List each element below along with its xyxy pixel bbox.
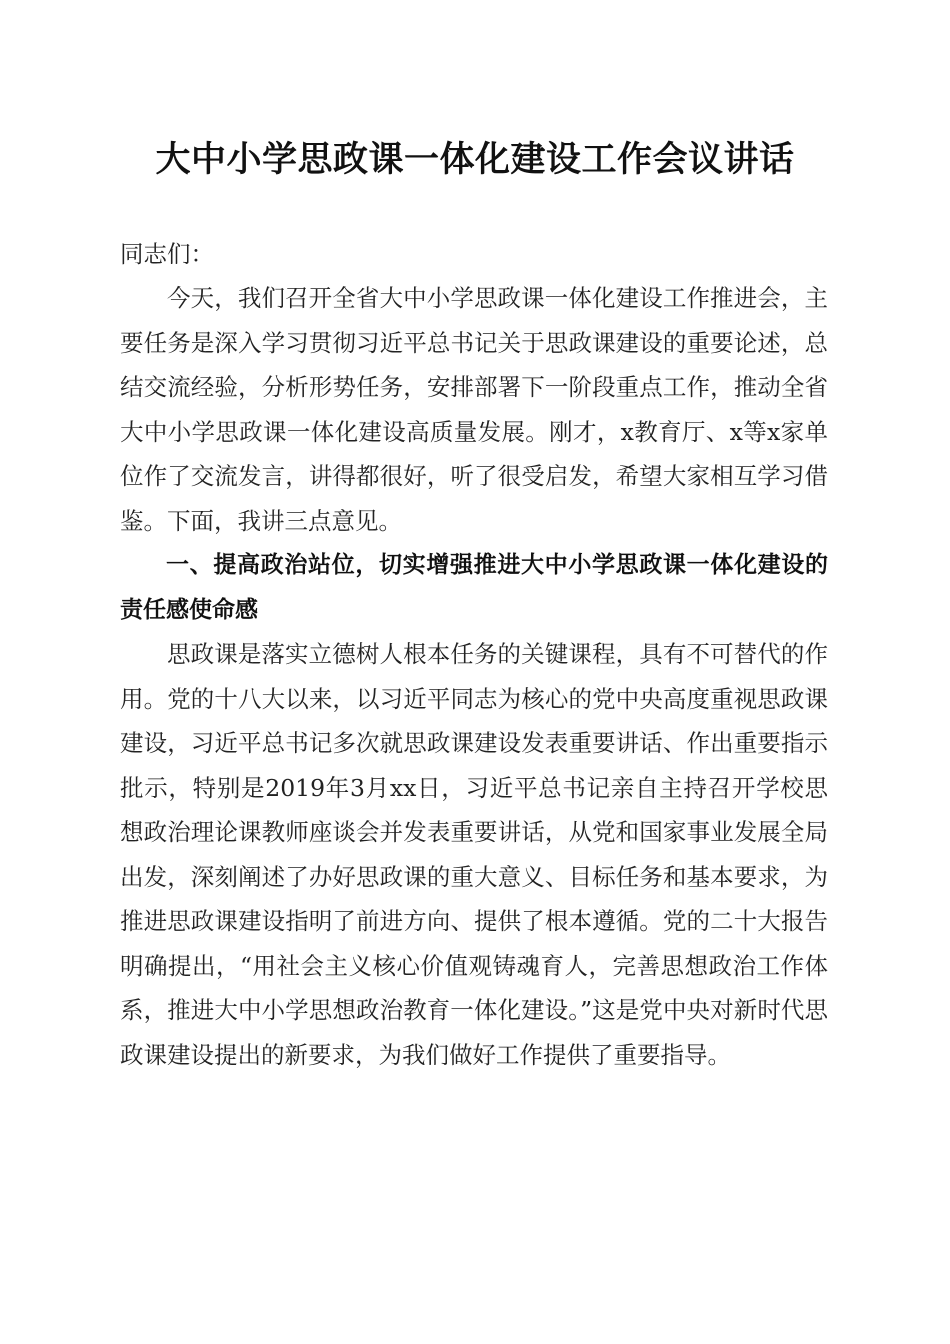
salutation: 同志们： (120, 240, 214, 268)
section-heading-1: 一、提高政治站位，切实增强推进大中小学思政课一体化建设的责任感使命感 (120, 552, 828, 623)
paragraph-intro: 今天，我们召开全省大中小学思政课一体化建设工作推进会，主要任务是深入学习贯彻习近平总书记关于思政课建设的重要论述，总结交流经验，分析形势任务，安排部署下一阶段重点工作，推动全省大中小学思政课一体化建设高质量发展。刚才，x教育厅、x等x家单位作了交流发言，讲得都很好，听了很受启发，希望大家相互学习借鉴。下面，我讲三点意见。 (120, 284, 828, 535)
paragraph-section-1: 思政课是落实立德树人根本任务的关键课程，具有不可替代的作用。党的十八大以来，以习近平同志为核心的党中央高度重视思政课建设，习近平总书记多次就思政课建设发表重要讲话、作出重要指示批示，特别是2019年3月xx日，习近平总书记亲自主持召开学校思想政治理论课教师座谈会并发表重要讲话，从党和国家事业发展全局出发，深刻阐述了办好思政课的重大意义、目标任务和基本要求，为推进思政课建设指明了前进方向、提供了根本遵循。党的二十大报告明确提出，“用社会主义核心价值观铸魂育人，完善思想政治工作体系，推进大中小学思想政治教育一体化建设。”这是党中央对新时代思政课建设提出的新要求，为我们做好工作提供了重要指导。 (120, 640, 828, 1069)
document-title: 大中小学思政课一体化建设工作会议讲话 (155, 139, 795, 180)
